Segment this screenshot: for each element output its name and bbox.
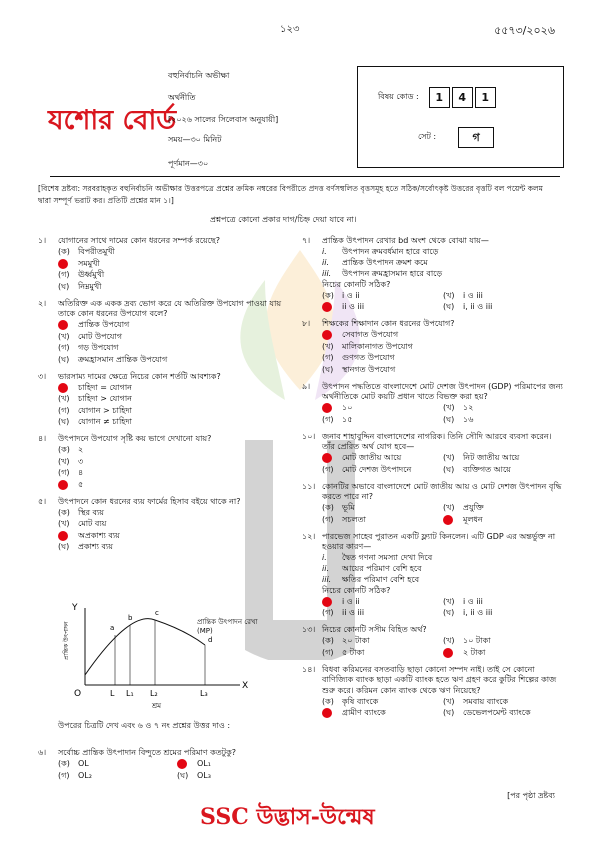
option-letter: (ঘ) xyxy=(443,464,455,474)
question-number: ১৪। xyxy=(302,664,316,674)
option xyxy=(58,507,296,519)
option-letter: (গ) xyxy=(58,405,70,415)
statement-numeral: i. xyxy=(322,552,327,562)
option xyxy=(58,394,296,406)
stimulus-text: উপরের চিত্রটি দেখ এবং ৬ ও ৭ নং প্রশ্নের উত্তর দাও : xyxy=(58,721,231,730)
option-text: ২০ টাকা xyxy=(342,636,370,645)
option-letter: (গ) xyxy=(322,514,334,524)
option xyxy=(443,647,564,659)
options xyxy=(58,759,296,782)
option xyxy=(443,290,564,302)
option xyxy=(58,258,296,270)
option-text: সচলতা xyxy=(342,514,366,524)
option-text: মোট জাতীয় আয়ে xyxy=(342,453,402,462)
option xyxy=(58,354,296,366)
roman-statement xyxy=(322,564,564,575)
option-letter: (ক) xyxy=(322,696,334,706)
option-text: ২ xyxy=(78,445,84,454)
question-number: ১। xyxy=(38,236,47,245)
roman-statement xyxy=(322,247,564,258)
statement-text: আয়ের পরিমাণ বেশি হবে xyxy=(342,563,422,573)
option-letter: (ঘ) xyxy=(58,542,70,551)
options xyxy=(322,453,564,476)
set-label: সেট : xyxy=(418,132,437,141)
option xyxy=(58,270,296,282)
option-text: বিপরীতমুখী xyxy=(78,247,115,256)
option xyxy=(322,608,443,620)
option xyxy=(322,647,443,659)
question xyxy=(38,748,296,782)
option-letter: (গ) xyxy=(58,770,70,780)
option xyxy=(58,770,177,782)
option-letter: (খ) xyxy=(443,636,455,645)
option-text: প্রকাশ্য ব্যয় xyxy=(78,542,113,551)
option-letter: (গ) xyxy=(322,608,334,617)
option-letter: (ঘ) xyxy=(443,414,455,424)
option-text: OL₃ xyxy=(197,770,211,780)
options xyxy=(38,445,296,491)
question-number: ৯। xyxy=(302,381,311,391)
option-letter: (খ) xyxy=(443,453,455,462)
question-text: উৎপাদনে কোন ধরনের ব্যয় ফার্মের হিসাব বইয়ে থাকে না? xyxy=(58,496,241,506)
option-letter: (ঘ) xyxy=(443,708,455,717)
answer-bubble xyxy=(322,302,332,312)
options xyxy=(322,503,564,526)
option-letter: (খ) xyxy=(58,519,70,528)
option-text: ৫ টাকা xyxy=(342,647,365,657)
y-axis-label: প্রান্তিক উৎপাদন xyxy=(63,621,70,660)
option-text: ভূমি xyxy=(342,503,355,512)
code-digit: 1 xyxy=(429,87,450,108)
instruction-note: [বিশেষ দ্রষ্টব্য: সরবরাহকৃত বহুনির্বাচনি অভীক্ষার উত্তরপত্রে প্রশ্নের ক্রমিক নম্বরের বিপরীতে প্রদত্ত বর্ণসম্বলিত বৃত্তসমূহ হতে সঠিক/সর্বোৎকৃষ্ট উত্তরের বৃত্তটি বল পয়েন্ট কলম দ্বারা সম্পূর্ণ ভরাট কর। প্রতিটি প্রশ্নের মান ১।] xyxy=(38,184,543,205)
point-b: b xyxy=(128,614,133,622)
option xyxy=(177,770,296,782)
option-letter: (খ) xyxy=(443,403,455,412)
option-letter: (ঘ) xyxy=(443,302,455,311)
option xyxy=(58,417,296,429)
option xyxy=(322,341,564,353)
option-text: ডেভেলপমেন্ট ব্যাংকে xyxy=(463,708,531,717)
option-letter: (গ) xyxy=(58,343,70,352)
option-text: যোগান ≠ চাহিদা xyxy=(78,417,132,426)
answer-bubble xyxy=(322,403,332,413)
options xyxy=(38,382,296,428)
point-a: a xyxy=(110,624,115,632)
point-c: c xyxy=(155,609,159,617)
option-text: গুণগত উপযোগ xyxy=(342,353,395,362)
option xyxy=(322,503,443,515)
option xyxy=(58,247,296,259)
option-letter: (খ) xyxy=(443,596,455,606)
question-text: প্রান্তিক উৎপাদন রেখার bd অংশ থেকে বোঝা যায়— xyxy=(322,236,489,245)
answer-bubble xyxy=(58,383,68,393)
header-divider xyxy=(50,176,560,177)
option xyxy=(443,453,564,465)
origin-label: O xyxy=(74,689,82,699)
question-number: ২। xyxy=(38,298,47,308)
option-text: মোট ব্যয় xyxy=(78,519,107,528)
option xyxy=(58,331,296,343)
question-number: ৭। xyxy=(302,236,311,245)
option-letter: (ক) xyxy=(58,445,70,454)
document-code: ৫৫৭৩/২০২৬ xyxy=(494,24,555,37)
curve-label: প্রান্তিক উৎপাদন রেখা (MP) xyxy=(197,618,258,635)
tick-l1: L₁ xyxy=(126,689,134,698)
option-text: ১০ টাকা xyxy=(463,636,491,645)
option xyxy=(443,708,564,720)
option xyxy=(322,330,564,342)
options xyxy=(322,636,564,659)
answer-bubble xyxy=(443,648,453,658)
option xyxy=(443,302,564,314)
option-letter: (ঘ) xyxy=(177,770,189,780)
page-number: ১২৩ xyxy=(280,24,300,35)
question-text: জনাব শাহাবুদ্দিন বাংলাদেশের নাগরিক। তিনি সৌদি আরবে ব্যবসা করেন। তাঁর প্রেরিত অর্থ যোগ হবে— xyxy=(322,431,552,451)
option-text: স্থানগত উপযোগ xyxy=(342,364,396,374)
question xyxy=(38,434,296,491)
option-text: মোট দেশজ উৎপাদনে xyxy=(342,464,412,474)
roman-statement xyxy=(322,553,564,564)
option-text: সমবায় ব্যাংকে xyxy=(463,696,509,706)
tick-l2: L₂ xyxy=(150,689,158,698)
option-text: i ও ii xyxy=(342,290,360,300)
option-text: গ্রামীণ ব্যাংকে xyxy=(342,708,386,717)
left-column xyxy=(38,236,296,559)
question-number: ১২। xyxy=(302,531,316,541)
option-letter: (ঘ) xyxy=(443,608,455,617)
option xyxy=(322,364,564,376)
option-letter: (গ) xyxy=(322,464,334,474)
question-number: ৪। xyxy=(38,434,47,443)
question-text: ভারসাম্য দামের ক্ষেত্রে নিচের কোন শর্তটি আবশ্যক? xyxy=(58,371,221,381)
sub-question: নিচের কোনটি সঠিক? xyxy=(322,279,391,289)
roman-statement xyxy=(322,269,564,280)
question-text: উৎপাদন পদ্ধতিতে বাংলাদেশে মোট দেশজ উৎপাদন (GDP) পরিমাপের জন্য অর্থনীতিকে মোট কয়টি প্রধান খাতে বিভক্ত করা হয়? xyxy=(322,381,563,401)
exam-time: সময়—৩০ মিনিট xyxy=(168,135,222,144)
option-letter: (ক) xyxy=(322,503,334,512)
roman-statement xyxy=(322,258,564,269)
option-text: কৃষি ব্যাংকে xyxy=(342,696,379,706)
option-letter: (ক) xyxy=(58,247,70,256)
answer-bubble xyxy=(58,531,68,541)
answer-bubble xyxy=(322,330,332,340)
option xyxy=(58,479,296,491)
option-letter: (ক) xyxy=(58,507,70,517)
option xyxy=(58,320,296,332)
option-text: ঊর্ধ্বমুখী xyxy=(78,270,105,279)
option xyxy=(322,403,443,415)
option-text: ২ টাকা xyxy=(463,647,486,657)
answer-bubble xyxy=(322,597,332,607)
subject-name: অর্থনীতি xyxy=(168,93,196,102)
full-marks: পূর্ণমান—৩০ xyxy=(168,159,209,168)
option xyxy=(58,405,296,417)
board-title: যশোর বোর্ড xyxy=(48,105,177,136)
option-letter: (গ) xyxy=(322,414,334,424)
option-text: মূলধন xyxy=(463,514,483,524)
option xyxy=(443,696,564,708)
answer-bubble xyxy=(58,259,68,269)
option-text: গড় উপযোগ xyxy=(78,343,119,352)
option xyxy=(58,542,296,554)
question xyxy=(302,236,564,313)
question-text: কোনটির অভাবে বাংলাদেশে মোট জাতীয় আয় ও মোট দেশজ উৎপাদন বৃদ্ধি করতে পারে না? xyxy=(322,481,562,501)
code-digit: 4 xyxy=(452,87,473,108)
option xyxy=(322,290,443,302)
option-letter: (খ) xyxy=(322,341,334,351)
x-axis-label: শ্রম xyxy=(152,702,161,710)
option-text: i, ii ও iii xyxy=(463,302,493,311)
option-text: যোগান > চাহিদা xyxy=(78,405,132,415)
question-text: যোগানের সাথে দামের কোন ধরনের সম্পর্ক রয়েছে? xyxy=(58,236,220,245)
option-text: OL₂ xyxy=(78,770,92,780)
answer-bubble xyxy=(322,708,332,718)
option-letter: (খ) xyxy=(443,696,455,706)
question-text: সর্বোচ্চ প্রান্তিক উৎপাদান বিন্দুতে শ্রমের পরিমাণ কতটুকু? xyxy=(58,748,236,757)
statement-text: উৎপাদন ক্রমহ্রাসমান হারে বাড়ে xyxy=(342,268,443,278)
option xyxy=(443,608,564,620)
question-text: শিক্ষকের শিক্ষাদান কোন ধরনের উপযোগ? xyxy=(322,319,455,328)
options xyxy=(38,320,296,366)
option-text: i ও iii xyxy=(463,290,483,300)
option xyxy=(58,382,296,394)
question xyxy=(302,319,564,376)
option-letter: (গ) xyxy=(58,270,70,279)
option-text: ৩ xyxy=(78,456,84,466)
answer-bubble xyxy=(443,515,453,525)
options xyxy=(322,696,564,719)
option xyxy=(58,519,296,531)
question-number: ১৩। xyxy=(302,625,316,634)
exam-type: বহুনির্বাচনি অভীক্ষা xyxy=(168,71,230,80)
statement-text: উৎপাদন ক্রমবর্ধমান হারে বাড়ে xyxy=(342,246,439,256)
point-d: d xyxy=(208,636,213,644)
option-text: মালিকানাগত উপযোগ xyxy=(342,341,413,351)
options xyxy=(322,290,564,313)
option xyxy=(58,343,296,355)
option xyxy=(322,636,443,648)
tick-l3: L₃ xyxy=(200,689,208,698)
option-text: অপ্রকাশ্য ব্যয় xyxy=(78,530,120,540)
option xyxy=(177,759,296,771)
question xyxy=(38,497,296,554)
option xyxy=(322,596,443,608)
option xyxy=(58,456,296,468)
option-text: ১২ xyxy=(463,403,474,412)
option-letter: (খ) xyxy=(58,331,70,341)
question-number: ৩। xyxy=(38,371,47,381)
option xyxy=(443,414,564,426)
option xyxy=(58,530,296,542)
option xyxy=(58,759,177,771)
question xyxy=(38,372,296,429)
option-text: OL xyxy=(78,759,89,768)
roman-statement xyxy=(322,575,564,586)
option-text: প্রযুক্তি xyxy=(463,503,484,512)
option-text: চাহিদা > যোগান xyxy=(78,394,132,403)
question xyxy=(302,665,564,720)
question-number: ৫। xyxy=(38,496,47,506)
y-axis-letter: Y xyxy=(72,603,78,613)
set-value: গ xyxy=(458,127,494,148)
option xyxy=(443,464,564,476)
option-text: ৪ xyxy=(78,468,84,477)
statement-text: প্রান্তিক উৎপাদন ক্রমশ কমে xyxy=(342,257,428,267)
mp-graph xyxy=(60,600,250,710)
option-letter: (গ) xyxy=(58,468,70,477)
option-text: মোট উপযোগ xyxy=(78,331,122,341)
option-letter: (ক) xyxy=(322,290,334,300)
question xyxy=(302,532,564,620)
option-letter: (গ) xyxy=(322,353,334,362)
code-digit: 1 xyxy=(475,87,496,108)
x-axis-letter: X xyxy=(242,681,249,691)
option xyxy=(443,503,564,515)
options xyxy=(38,507,296,553)
option-text: স্থির ব্যয় xyxy=(78,507,105,517)
statement-numeral: ii. xyxy=(322,257,329,267)
option-text: i, ii ও iii xyxy=(463,608,493,617)
options xyxy=(38,247,296,293)
question-number: ১১। xyxy=(302,481,316,491)
option xyxy=(58,468,296,480)
question-6 xyxy=(38,748,296,788)
option xyxy=(443,403,564,415)
option-text: ii ও iii xyxy=(342,608,365,617)
subject-code-box xyxy=(357,66,564,168)
question xyxy=(302,432,564,476)
option-letter: (খ) xyxy=(58,456,70,466)
warning-text: প্রশ্নপত্রে কোনো প্রকার দাগ/চিহ্ন দেয়া যাবে না। xyxy=(210,215,357,224)
option xyxy=(443,514,564,526)
option-letter: (ঘ) xyxy=(58,417,70,426)
option xyxy=(322,453,443,465)
tick-l: L xyxy=(110,689,115,698)
option xyxy=(322,414,443,426)
option xyxy=(322,696,443,708)
option-text: i ও iii xyxy=(463,596,483,606)
question xyxy=(38,236,296,293)
question-number: ৮। xyxy=(302,319,311,328)
option-letter: (ক) xyxy=(322,636,334,645)
sub-question: নিচের কোনটি সঠিক? xyxy=(322,585,391,595)
option-text: চাহিদা = যোগান xyxy=(78,382,132,392)
option-text: ব্যক্তিগত আয়ে xyxy=(463,464,511,474)
answer-bubble xyxy=(58,320,68,330)
option xyxy=(322,464,443,476)
option-text: সেবাগত উপযোগ xyxy=(342,330,399,339)
option xyxy=(443,636,564,648)
option-text: নিম্নমুখী xyxy=(78,281,102,291)
statement-numeral: i. xyxy=(322,246,327,256)
option xyxy=(322,353,564,365)
option-text: সমমুখী xyxy=(78,258,100,268)
answer-bubble xyxy=(58,480,68,490)
option-text: ১৫ xyxy=(342,414,353,424)
option xyxy=(58,445,296,457)
question-text: অতিরিক্ত এক একক দ্রব্য ভোগ করে যে অতিরিক্ত উপযোগ পাওয়া যায় তাকে কোন ধরনের উপযোগ বলে? xyxy=(58,298,282,318)
option-text: নিট জাতীয় আয়ে xyxy=(463,453,520,462)
option-text: ১০ xyxy=(342,403,353,412)
answer-bubble xyxy=(322,453,332,463)
statement-text: দ্বৈত গণনা সমস্যা দেখা দিবে xyxy=(342,552,433,562)
question-text: নিচের কোনটি সসীম বিহিত অর্থ? xyxy=(322,625,427,634)
option-text: ১৬ xyxy=(463,414,474,424)
question-number: ১০। xyxy=(302,431,316,441)
question-text: পারভেজ সাহেব পুরাতন একটি ফ্ল্যাট কিনলেন। এটি GDP এর অন্তর্ভুক্ত না হওয়ার কারণ— xyxy=(322,531,556,551)
option xyxy=(322,302,443,314)
option-letter: (ক) xyxy=(58,759,70,768)
option xyxy=(322,708,443,720)
answer-bubble xyxy=(177,759,187,769)
next-page-note: [পর পৃষ্ঠা দ্রষ্টব্য xyxy=(507,791,555,800)
question xyxy=(302,482,564,526)
question-text: বিধবা করিমনের বসতবাড়ি ছাড়া কোনো সম্পদ নাই। তাই সে কোনো বাণিজ্যিক ব্যাংক ছাড়া একটি ব্যাংক হতে ঋণ গ্রহণ করে কুটির শিল্পের কাজ শুরু করে। করিমন কোন ব্যাংক থেকে ঋণ নিয়েছে? xyxy=(322,664,557,695)
option-letter: (ঘ) xyxy=(322,364,334,374)
syllabus-note: [২০২৬ সালের সিলেবাস অনুযায়ী] xyxy=(168,115,279,124)
option-letter: (ঘ) xyxy=(58,281,70,291)
question xyxy=(38,299,296,366)
option-letter: (গ) xyxy=(322,647,334,657)
question-number: ৬। xyxy=(38,748,47,757)
option xyxy=(443,596,564,608)
option-letter: (খ) xyxy=(443,290,455,300)
option-text: প্রান্তিক উপযোগ xyxy=(78,320,130,329)
option-text: ii ও iii xyxy=(342,302,365,311)
option-text: ৫ xyxy=(78,479,84,489)
options xyxy=(322,596,564,619)
question-text: উৎপাদনে উপযোগ সৃষ্টি কয় ভাগে দেখানো যায়? xyxy=(58,434,212,443)
subject-code-label: বিষয় কোড : xyxy=(378,92,419,101)
option xyxy=(322,514,443,526)
option-text: OL₁ xyxy=(197,759,211,768)
question xyxy=(302,625,564,659)
options xyxy=(302,330,564,376)
question xyxy=(302,382,564,426)
statement-numeral: iii. xyxy=(322,268,332,278)
statement-numeral: ii. xyxy=(322,563,329,573)
option-letter: (খ) xyxy=(58,394,70,403)
option-text: i ও ii xyxy=(342,596,360,606)
statement-numeral: iii. xyxy=(322,574,332,584)
option-letter: (খ) xyxy=(443,503,455,512)
footer-brand: SSC উদ্ভাস-উন্মেষ xyxy=(200,804,375,830)
options xyxy=(322,403,564,426)
option-letter: (ঘ) xyxy=(58,354,70,364)
right-column xyxy=(302,236,564,725)
statement-text: ক্ষতির পরিমাণ বেশি হবে xyxy=(342,574,420,584)
option xyxy=(58,281,296,293)
option-text: ক্রমহ্রাসমান প্রান্তিক উপযোগ xyxy=(78,354,168,364)
